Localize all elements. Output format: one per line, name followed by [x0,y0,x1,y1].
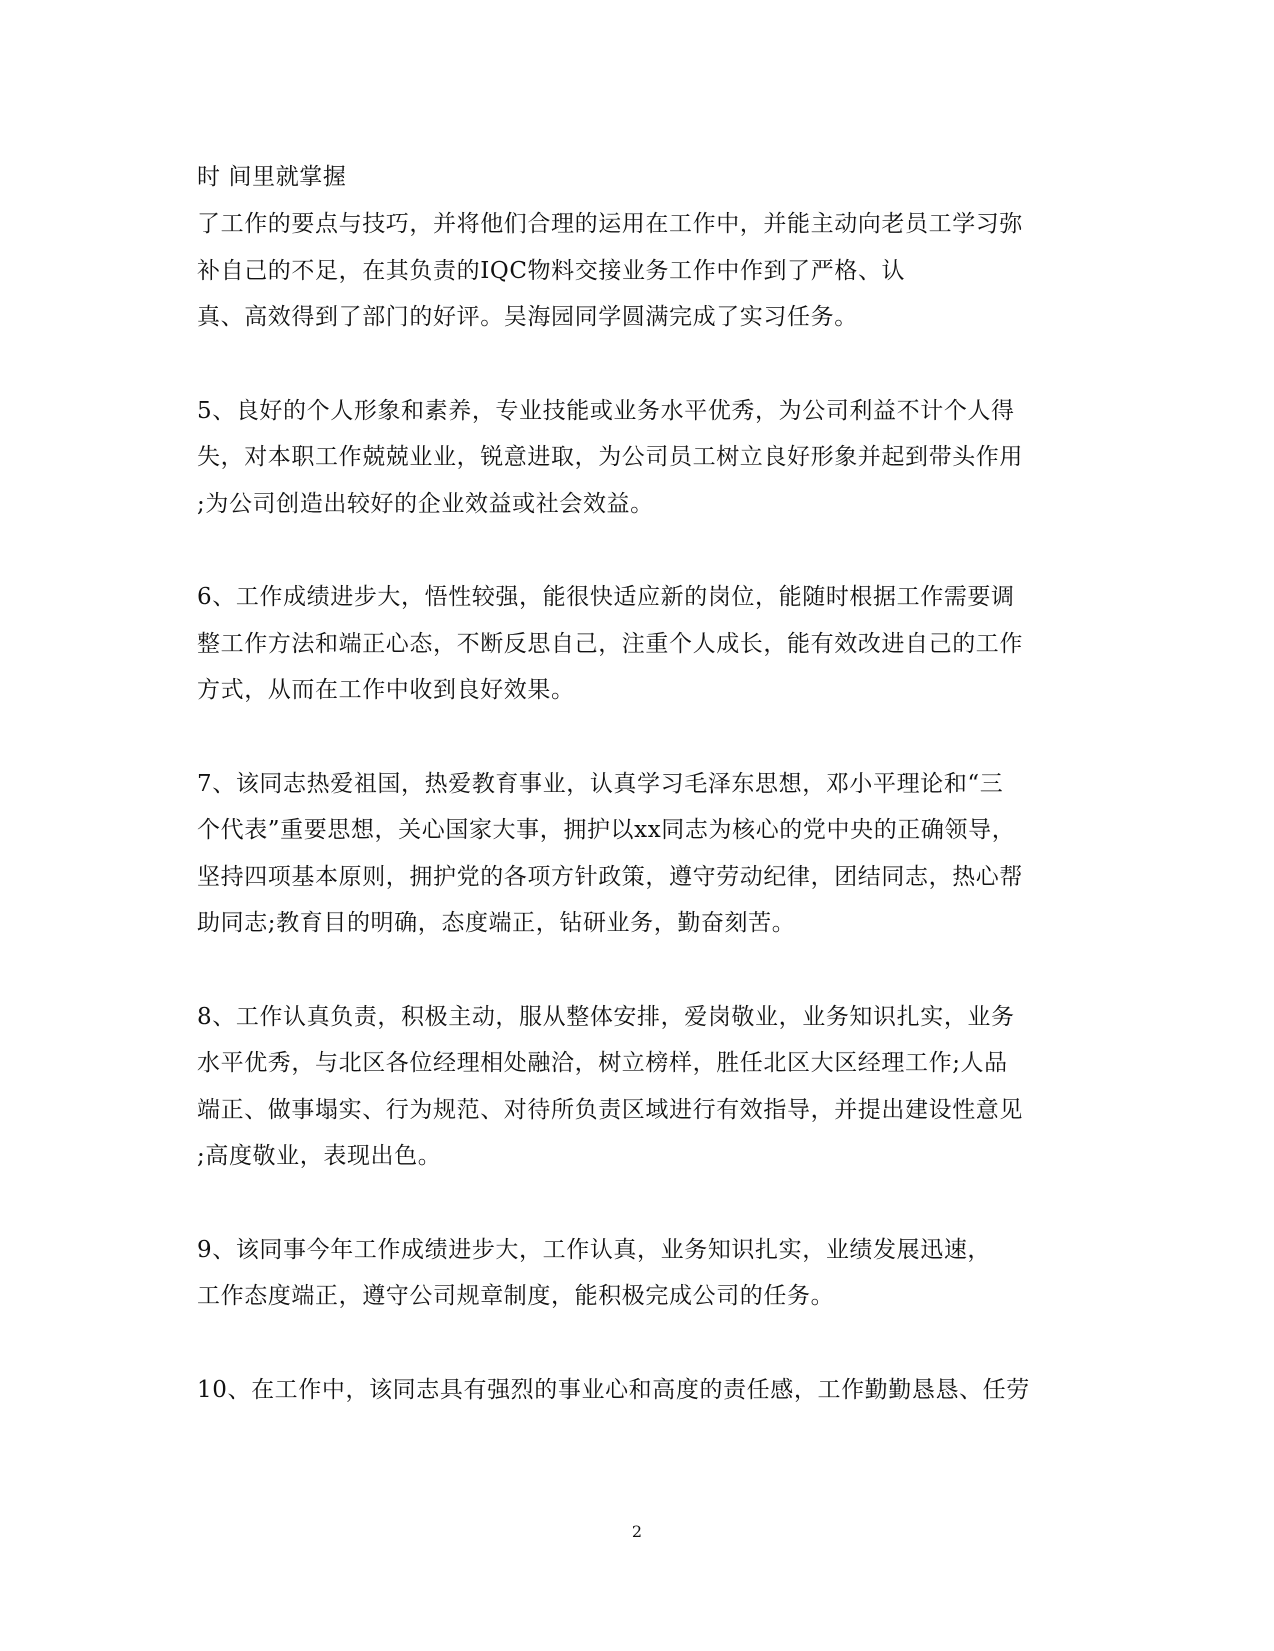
paragraph-6-line-1: 6、工作成绩进步大，悟性较强，能很快适应新的岗位，能随时根据工作需要调 [197,584,1015,610]
paragraph-1-line-4: 真、高效得到了部门的好评。吴海园同学圆满完成了实习任务。 [197,304,858,330]
paragraph-9-line-1: 9、该同事今年工作成绩进步大，工作认真，业务知识扎实，业绩发展迅速， [197,1237,992,1263]
paragraph-7-line-3: 坚持四项基本原则，拥护党的各项方针政策，遵守劳动纪律，团结同志，热心帮 [197,864,1023,890]
paragraph-7-line-2: 个代表”重要思想，关心国家大事，拥护以xx同志为核心的党中央的正确领导， [197,817,1016,843]
paragraph-5-line-3: ;为公司创造出较好的企业效益或社会效益。 [197,491,654,517]
paragraph-8-line-3: 端正、做事塌实、行为规范、对待所负责区域进行有效指导，并提出建设性意见 [197,1097,1023,1123]
paragraph-8-line-1: 8、工作认真负责，积极主动，服从整体安排，爱岗敬业，业务知识扎实，业务 [197,1004,1015,1030]
paragraph-7-line-4: 助同志;教育目的明确，态度端正，钻研业务，勤奋刻苦。 [197,910,796,936]
paragraph-6-line-3: 方式，从而在工作中收到良好效果。 [197,677,575,703]
paragraph-8-line-2: 水平优秀，与北区各位经理相处融洽，树立榜样，胜任北区大区经理工作;人品 [197,1050,1008,1076]
paragraph-7-line-1: 7、该同志热爱祖国，热爱教育事业，认真学习毛泽东思想，邓小平理论和“三 [197,771,1004,797]
paragraph-6-line-2: 整工作方法和端正心态，不断反思自己，注重个人成长，能有效改进自己的工作 [197,631,1023,657]
paragraph-5-line-1: 5、良好的个人形象和素养，专业技能或业务水平优秀，为公司利益不计个人得 [197,398,1015,424]
paragraph-9-line-2: 工作态度端正，遵守公司规章制度，能积极完成公司的任务。 [197,1283,835,1309]
paragraph-10-line-1: 10、在工作中，该同志具有强烈的事业心和高度的责任感，工作勤勤恳恳、任劳 [197,1377,1030,1403]
paragraph-1-line-1: 时 间里就掌握 [197,164,347,190]
paragraph-8-line-4: ;高度敬业，表现出色。 [197,1143,442,1169]
page-number: 2 [631,1522,643,1541]
paragraph-1-line-2: 了工作的要点与技巧，并将他们合理的运用在工作中，并能主动向老员工学习弥 [197,211,1023,237]
paragraph-1-line-3: 补自己的不足，在其负责的IQC物料交接业务工作中作到了严格、认 [197,258,906,284]
paragraph-5-line-2: 失，对本职工作兢兢业业，锐意进取，为公司员工树立良好形象并起到带头作用 [197,444,1023,470]
